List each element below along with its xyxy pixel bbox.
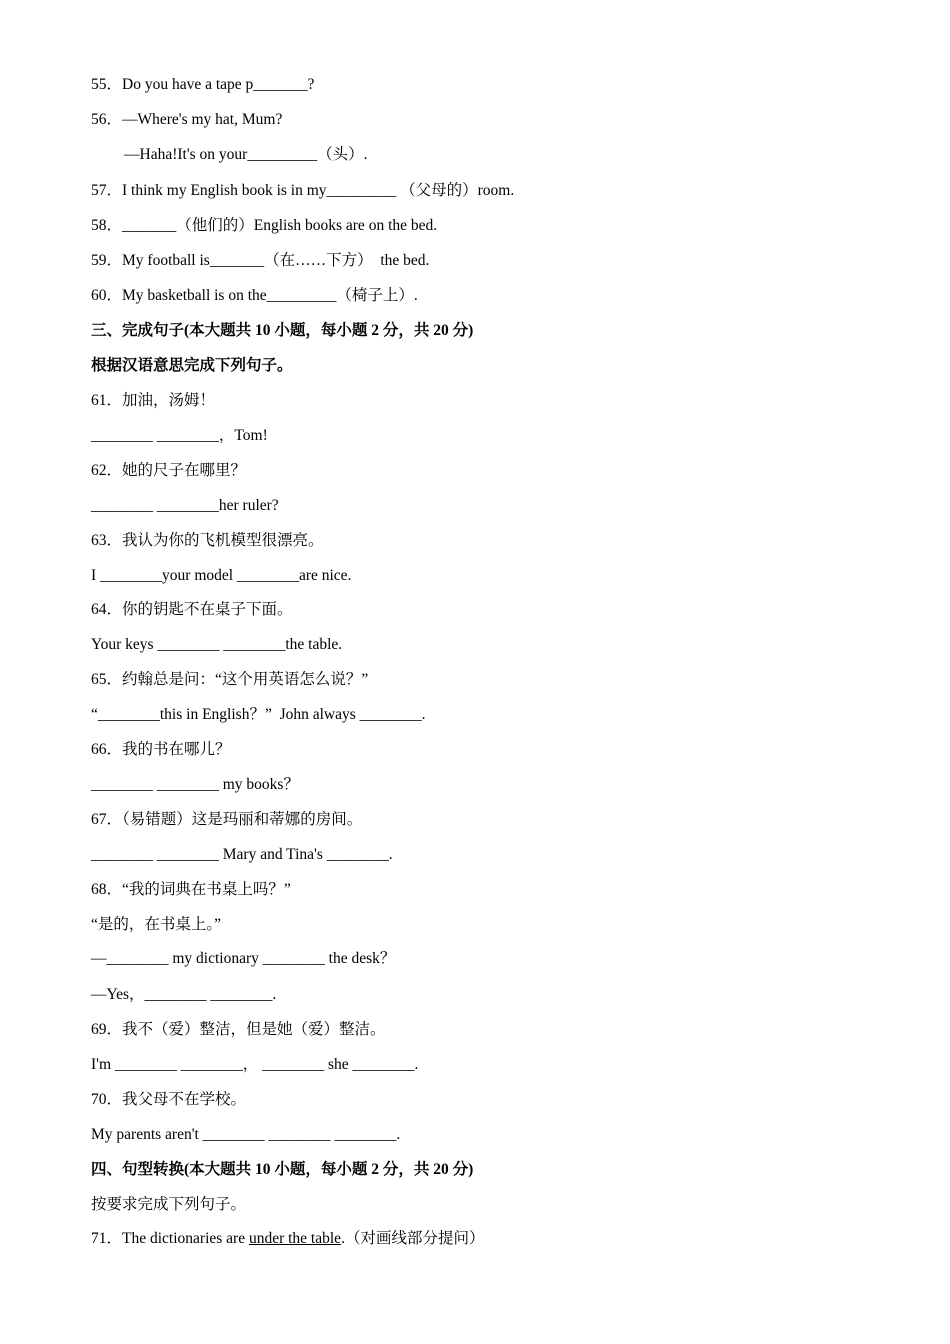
line-q61: 61．加油，汤姆！: [91, 392, 216, 409]
line-q62: 62．她的尺子在哪里？: [91, 462, 247, 479]
line-q63-answer: I ________your model ________are nice.: [91, 567, 352, 584]
line-q61-answer: ________ ________，Tom!: [91, 427, 268, 444]
line-q67: 67．（易错题）这是玛丽和蒂娜的房间。: [91, 811, 363, 828]
line-q57: 57．I think my English book is in my_________ （父母的）room.: [91, 182, 515, 199]
q71-prefix: 71．The dictionaries are: [91, 1230, 249, 1247]
line-q68: 68．“我的词典在书桌上吗？”: [91, 881, 291, 898]
section-instruction-3: 根据汉语意思完成下列句子。: [91, 357, 293, 374]
section-heading-4: 四、句型转换(本大题共 10 小题，每小题 2 分，共 20 分): [91, 1161, 474, 1178]
q71-underlined: under the table: [248, 1230, 342, 1247]
line-q59: 59．My football is_______（在……下方） the bed.: [91, 252, 430, 269]
line-q67-answer: ________ ________ Mary and Tina's ________.: [91, 846, 393, 863]
line-q63: 63．我认为你的飞机模型很漂亮。: [91, 532, 324, 549]
line-q68-answer-1: —________ my dictionary ________ the desk？: [91, 950, 396, 967]
section-instruction-4: 按要求完成下列句子。: [91, 1196, 247, 1213]
line-q68-reply: “是的，在书桌上。”: [91, 916, 222, 933]
line-q70-answer: My parents aren't ________ ________ ________.: [91, 1126, 401, 1143]
line-q64-answer: Your keys ________ ________the table.: [91, 636, 343, 653]
line-q60: 60．My basketball is on the_________（椅子上）.: [91, 287, 418, 304]
q71-suffix: .（对画线部分提问）: [341, 1230, 485, 1247]
line-q56-answer: —Haha!It's on your_________（头）.: [124, 146, 368, 163]
line-q70: 70．我父母不在学校。: [91, 1091, 247, 1108]
line-q68-answer-2: —Yes，________ ________.: [91, 986, 277, 1003]
line-q55: 55．Do you have a tape p_______?: [91, 76, 315, 93]
line-q56: 56．—Where's my hat, Mum?: [91, 111, 283, 128]
line-q62-answer: ________ ________her ruler?: [91, 497, 279, 514]
line-q58: 58．_______（他们的）English books are on the bed.: [91, 217, 438, 234]
line-q71: [91, 1229, 484, 1249]
line-q64: 64．你的钥匙不在桌子下面。: [91, 601, 293, 618]
section-heading-3: 三、完成句子(本大题共 10 小题，每小题 2 分，共 20 分): [91, 322, 474, 339]
line-q66: 66．我的书在哪儿？: [91, 741, 231, 758]
line-q69-answer: I'm ________ ________， ________ she ________.: [91, 1056, 419, 1073]
line-q69: 69．我不（爱）整洁，但是她（爱）整洁。: [91, 1021, 386, 1038]
line-q65-answer: “________this in English？” John always ________.: [91, 706, 426, 723]
line-q65: 65．约翰总是问：“这个用英语怎么说？”: [91, 671, 369, 688]
line-q66-answer: ________ ________ my books？: [91, 776, 299, 793]
